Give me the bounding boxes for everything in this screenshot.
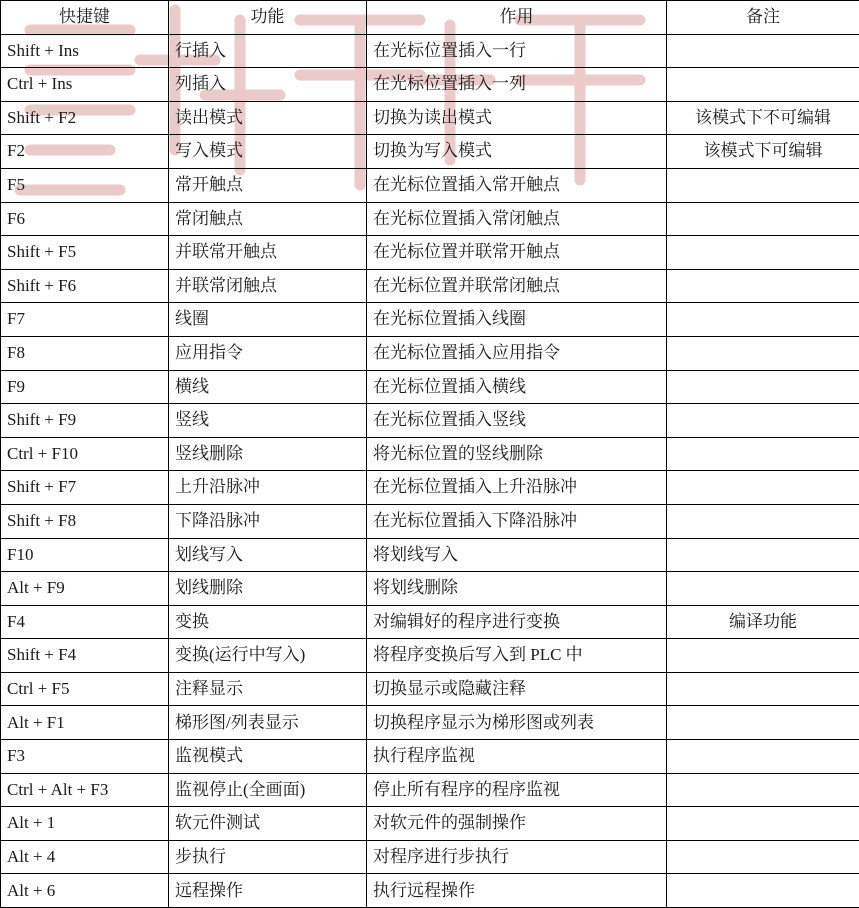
cell-function: 写入模式 [169,135,367,169]
cell-function: 应用指令 [169,336,367,370]
cell-function: 划线写入 [169,538,367,572]
cell-note [667,471,859,505]
cell-function: 读出模式 [169,101,367,135]
table-row [1,538,859,572]
cell-note: 编译功能 [667,605,859,639]
table-row [1,168,859,202]
cell-effect: 切换为读出模式 [367,101,667,135]
cell-note [667,236,859,270]
cell-shortcut-key: Shift + F5 [1,236,169,270]
table-row [1,672,859,706]
cell-note [667,303,859,337]
cell-function: 横线 [169,370,367,404]
cell-note [667,672,859,706]
cell-effect: 将光标位置的竖线删除 [367,437,667,471]
cell-note [667,34,859,68]
cell-effect: 在光标位置插入竖线 [367,404,667,438]
cell-shortcut-key: Shift + F6 [1,269,169,303]
column-header-function: 功能 [169,1,367,35]
cell-shortcut-key: Shift + F2 [1,101,169,135]
cell-effect: 在光标位置插入上升沿脉冲 [367,471,667,505]
cell-shortcut-key: Shift + F7 [1,471,169,505]
table-row [1,706,859,740]
cell-effect: 切换程序显示为梯形图或列表 [367,706,667,740]
cell-note [667,840,859,874]
cell-note [667,504,859,538]
cell-function: 步执行 [169,840,367,874]
cell-function: 注释显示 [169,672,367,706]
table-row [1,370,859,404]
cell-note [667,202,859,236]
table-row [1,303,859,337]
table-row [1,336,859,370]
cell-function: 梯形图/列表显示 [169,706,367,740]
table-row [1,605,859,639]
cell-note: 该模式下可编辑 [667,135,859,169]
table-row [1,437,859,471]
cell-function: 竖线删除 [169,437,367,471]
cell-note [667,269,859,303]
cell-shortcut-key: Alt + 1 [1,807,169,841]
cell-effect: 在光标位置并联常开触点 [367,236,667,270]
cell-shortcut-key: F3 [1,740,169,774]
cell-note [667,370,859,404]
cell-shortcut-key: F4 [1,605,169,639]
cell-effect: 在光标位置插入线圈 [367,303,667,337]
cell-effect: 对编辑好的程序进行变换 [367,605,667,639]
cell-function: 行插入 [169,34,367,68]
cell-function: 常开触点 [169,168,367,202]
cell-note [667,538,859,572]
column-header-effect: 作用 [367,1,667,35]
cell-note [667,807,859,841]
cell-effect: 在光标位置插入应用指令 [367,336,667,370]
table-row [1,236,859,270]
cell-effect: 停止所有程序的程序监视 [367,773,667,807]
cell-note [667,404,859,438]
cell-note [667,874,859,908]
cell-effect: 将划线删除 [367,572,667,606]
table-row [1,68,859,102]
cell-effect: 将程序变换后写入到 PLC 中 [367,639,667,673]
cell-function: 列插入 [169,68,367,102]
cell-effect: 执行远程操作 [367,874,667,908]
table-row [1,269,859,303]
cell-function: 线圈 [169,303,367,337]
table-row [1,135,859,169]
cell-shortcut-key: F6 [1,202,169,236]
cell-effect: 对软元件的强制操作 [367,807,667,841]
cell-note [667,773,859,807]
table-header-row [1,1,859,35]
table-row [1,572,859,606]
cell-shortcut-key: Ctrl + F10 [1,437,169,471]
table-row [1,101,859,135]
table-row [1,404,859,438]
cell-shortcut-key: F9 [1,370,169,404]
cell-note [667,336,859,370]
table-row [1,840,859,874]
cell-shortcut-key: Alt + F1 [1,706,169,740]
cell-function: 远程操作 [169,874,367,908]
cell-function: 监视模式 [169,740,367,774]
cell-function: 上升沿脉冲 [169,471,367,505]
table-row [1,34,859,68]
cell-shortcut-key: Alt + F9 [1,572,169,606]
cell-effect: 在光标位置插入下降沿脉冲 [367,504,667,538]
cell-shortcut-key: F7 [1,303,169,337]
column-header-key: 快捷键 [1,1,169,35]
table-row [1,773,859,807]
cell-shortcut-key: F5 [1,168,169,202]
table-row [1,471,859,505]
table-row [1,874,859,908]
cell-function: 监视停止(全画面) [169,773,367,807]
table-row [1,504,859,538]
cell-shortcut-key: Alt + 6 [1,874,169,908]
cell-note [667,437,859,471]
cell-function: 划线删除 [169,572,367,606]
cell-function: 并联常闭触点 [169,269,367,303]
cell-effect: 对程序进行步执行 [367,840,667,874]
cell-note [667,168,859,202]
table-row [1,202,859,236]
cell-function: 下降沿脉冲 [169,504,367,538]
cell-shortcut-key: Alt + 4 [1,840,169,874]
cell-shortcut-key: Ctrl + F5 [1,672,169,706]
cell-function: 变换(运行中写入) [169,639,367,673]
cell-effect: 切换为写入模式 [367,135,667,169]
cell-shortcut-key: Ctrl + Alt + F3 [1,773,169,807]
cell-note [667,706,859,740]
cell-note: 该模式下不可编辑 [667,101,859,135]
cell-shortcut-key: F8 [1,336,169,370]
cell-note [667,68,859,102]
cell-shortcut-key: Shift + F4 [1,639,169,673]
cell-note [667,740,859,774]
cell-effect: 在光标位置插入常闭触点 [367,202,667,236]
cell-function: 并联常开触点 [169,236,367,270]
table-row [1,639,859,673]
cell-function: 变换 [169,605,367,639]
cell-shortcut-key: Shift + F8 [1,504,169,538]
cell-note [667,639,859,673]
cell-shortcut-key: F2 [1,135,169,169]
cell-effect: 在光标位置插入一行 [367,34,667,68]
table-row [1,807,859,841]
cell-effect: 执行程序监视 [367,740,667,774]
cell-function: 软元件测试 [169,807,367,841]
cell-effect: 在光标位置插入常开触点 [367,168,667,202]
cell-function: 竖线 [169,404,367,438]
cell-shortcut-key: Shift + F9 [1,404,169,438]
cell-note [667,572,859,606]
table-row [1,740,859,774]
cell-effect: 在光标位置并联常闭触点 [367,269,667,303]
cell-effect: 在光标位置插入一列 [367,68,667,102]
cell-shortcut-key: F10 [1,538,169,572]
cell-effect: 将划线写入 [367,538,667,572]
cell-function: 常闭触点 [169,202,367,236]
cell-effect: 在光标位置插入横线 [367,370,667,404]
column-header-note: 备注 [667,1,859,35]
cell-shortcut-key: Ctrl + Ins [1,68,169,102]
cell-shortcut-key: Shift + Ins [1,34,169,68]
cell-effect: 切换显示或隐藏注释 [367,672,667,706]
